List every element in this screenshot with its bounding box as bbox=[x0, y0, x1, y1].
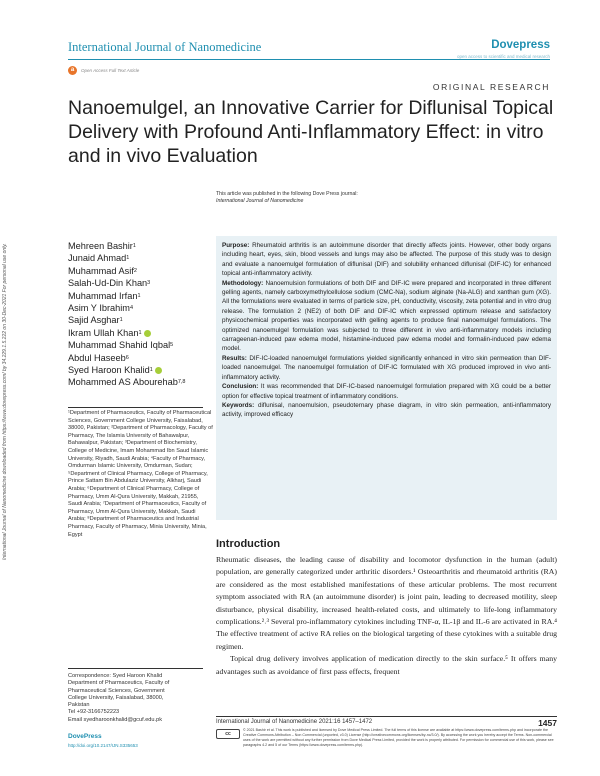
author-name bbox=[68, 376, 218, 388]
author-affiliation-ref: 1 bbox=[132, 243, 136, 249]
author-name bbox=[68, 352, 218, 364]
affiliations: ¹Department of Pharmaceutics, Faculty of Pharmaceutical Sciences, Government College University, Faisalabad, 38000, Pakistan; ²Department of Pharmacology, Faculty of Pharmacy, The Islamia University of Bahawalpur, Bahawalpur, Pakistan; ³Department of Biochemistry, College of Medicine, Imam Mohammad Ibn Saud Islamic University, Riyadh, Saudi Arabia; ⁴Faculty of Pharmacy, Omdurman Islamic University, Omdurman, Sudan; ⁵Department of Clinical Pharmacy, College of Pharmacy, Prince Sattam Bin Abdulaziz University, Alkharj, Saudi Arabia; ⁶Department of Clinical Pharmacy, College of Pharmacy, Umm Al-Qura University, Makkah, 21955, Saudi Arabia; ⁷Department of Pharmaceutics, Faculty of Pharmacy, Umm Al-Qura University, Makkah, Saudi Arabia; ⁸Department of Pharmaceutics and Industrial Pharmacy, Faculty of Pharmacy, Minia University, Minia, Egypt bbox=[68, 410, 213, 538]
author-affiliation-ref: 5 bbox=[170, 342, 174, 349]
author-text: Abdul Haseeb bbox=[68, 352, 126, 363]
page-number: 1457 bbox=[538, 718, 557, 728]
correspondence-line: Tel +92-3166752223 bbox=[68, 709, 120, 716]
author-list bbox=[68, 240, 218, 389]
footer-rule bbox=[216, 716, 557, 717]
correspondence-line: Pakistan bbox=[68, 702, 90, 709]
author-text: Ikram Ullah Khan bbox=[68, 327, 139, 338]
author-text: Mohammed AS Abourehab bbox=[68, 377, 178, 388]
abstract-label: Keywords: bbox=[222, 401, 255, 409]
author-name bbox=[68, 314, 218, 326]
author-text: Junaid Ahmad bbox=[68, 253, 127, 264]
intro-paragraph: Topical drug delivery involves application of medication directly to the skin surface.⁵ It offers many advantages such as avoidance of first pass effects, frequent bbox=[216, 654, 557, 676]
publisher-logo[interactable]: Dovepress bbox=[491, 39, 550, 51]
author-affiliation-ref: 1 bbox=[138, 329, 142, 336]
abstract-label: Purpose: bbox=[222, 242, 250, 249]
abstract-text: diflunisal, nanoemulsion, pseudoternary phase diagram, in vitro skin permeation, anti-inflammatory activity, improved efficacy bbox=[222, 401, 551, 419]
author-affiliation-ref: 1 bbox=[126, 255, 130, 262]
author-name bbox=[68, 240, 218, 252]
correspondence-line: Department of Pharmaceutics, Faculty of bbox=[68, 680, 170, 687]
publication-note-line: This article was published in the following Dove Press journal: bbox=[216, 191, 358, 197]
author-name bbox=[68, 252, 218, 264]
publication-note-journal[interactable]: International Journal of Nanomedicine bbox=[216, 198, 304, 204]
publisher-tagline: open access to scientific and medical research bbox=[456, 54, 550, 59]
author-affiliation-ref: 7,8 bbox=[177, 379, 186, 386]
author-name bbox=[68, 302, 218, 314]
creative-commons-icon[interactable]: cc bbox=[216, 729, 240, 739]
open-access-label: Open Access Full Text Article bbox=[81, 68, 140, 73]
intro-paragraph: Rheumatic diseases, the leading cause of disability and locomotor dysfunction in the human (adult) population, are generally categorized under arthritic disorders.¹ Osteoarthritis and rheumatoid arthritis (RA) are considered as the most established manifestations of these articular problems. The most recurrent symptom associated with RA (an autoimmune disorder) is joint pain, leading to decreased motility, sleep disturbance, physical disability, increased health-related costs, and ultimately to life-long inflammatory complications.²˒³ Several pro-inflammatory cytokines including TNF-α, IL-1β and IL-6 are activated in RA.⁴ The effective treatment of active RA relies on the biological targeting of these cytokines with a suitable drug regimen. bbox=[216, 555, 557, 651]
author-text: Muhammad Irfan bbox=[68, 290, 138, 301]
author-affiliation-ref: 3 bbox=[147, 280, 151, 287]
author-affiliation-ref: 1 bbox=[137, 292, 141, 299]
introduction-heading: Introduction bbox=[216, 538, 281, 550]
author-affiliation-ref: 2 bbox=[133, 267, 137, 274]
correspondence-line: Correspondence: Syed Haroon Khalid bbox=[68, 673, 163, 679]
abstract-text: Nanoemulsion formulations of both DIF and DIF-IC were prepared and incorporated in three different gelling agents, namely carboxymethylcellulose sodium (CMC-Na), sodium alginate (Na-ALG) and xanthan gum (XG). All the formulations were evaluated in terms of particle size, pH, conductivity, viscosity, zeta potential and in vitro drug release. The formulation 2 (NE2) of both DIF and DIF-IC which expressed optimum release and satisfactory physicochemical properties was incorporated with gelling agents to produce final nanoemulgel formulations. The optimized nanoemulgel formulation was subjected to three different in vivo anti-inflammatory models including carrageenan-induced paw edema model, histamine-induced paw edema model and formalin-induced paw edema model. bbox=[222, 279, 551, 353]
footer-citation: International Journal of Nanomedicine 2021:16 1457–1472 bbox=[216, 719, 373, 725]
author-name bbox=[68, 277, 218, 289]
correspondence bbox=[68, 673, 213, 724]
author-text: Muhammad Shahid Iqbal bbox=[68, 340, 171, 351]
abstract-paragraph bbox=[222, 279, 551, 354]
author-text: Syed Haroon Khalid bbox=[68, 365, 150, 376]
author-name bbox=[68, 364, 218, 376]
abstract-paragraph bbox=[222, 354, 551, 382]
abstract-label: Methodology: bbox=[222, 279, 264, 287]
article-type-label: ORIGINAL RESEARCH bbox=[432, 82, 550, 92]
author-name bbox=[68, 290, 218, 302]
orcid-icon[interactable] bbox=[144, 330, 151, 337]
abstract-paragraph bbox=[222, 241, 551, 279]
orcid-icon[interactable] bbox=[155, 367, 162, 374]
author-name bbox=[68, 265, 218, 277]
introduction-body bbox=[216, 554, 557, 678]
header-rule bbox=[68, 59, 550, 60]
correspondence-email[interactable]: Email syedharoonkhalid@gcuf.edu.pk bbox=[68, 716, 162, 723]
license-text: © 2021 Bashir et al. This work is published and licensed by Dove Medical Press Limited. The full terms of this license are available at https://www.dovepress.com/terms.php and incorporate the Creative Commons Attribution – Non Commercial (unported, v3.0) License (http://creativecommons.org/licenses/by-nc/3.0/). By accessing the work you hereby accept the Terms. Non-commercial uses of the work are permitted without any further permission from Dove Medical Press Limited, provided the work is properly attributed. For permission for commercial use of this work, please see paragraphs 4.2 and 5 of our Terms (https://www.dovepress.com/terms.php). bbox=[243, 728, 554, 747]
author-text: Asim Y Ibrahim bbox=[68, 303, 130, 314]
author-text: Sajid Asghar bbox=[68, 315, 120, 326]
download-side-note: International Journal of Nanomedicine downloaded from https://www.dovepress.com/ by 34.229.1.5.222 on 30-Dec-2021 For personal use only. bbox=[2, 243, 8, 560]
abstract-paragraph bbox=[222, 401, 551, 420]
affiliation-rule bbox=[68, 407, 203, 408]
author-affiliation-ref: 4 bbox=[129, 305, 134, 312]
abstract-paragraph bbox=[222, 382, 551, 401]
correspondence-rule bbox=[68, 668, 203, 669]
publication-note bbox=[216, 191, 358, 205]
doi-link[interactable]: http://doi.org/10.2147/IJN.S335653 bbox=[68, 743, 138, 748]
correspondence-line: Pharmaceutical Sciences, Government bbox=[68, 687, 165, 694]
abstract-text: Rheumatoid arthritis is an autoimmune disorder that directly affects joints. However, other body organs including heart, eyes, skin, blood vessels and lungs may also be affected. The purpose of this study was to design and evaluate a nanoemulgel formulation of diflunisal (DIF) and solubility enhanced diflunisal (DIF-IC) for enhanced topical anti-inflammatory activity. bbox=[222, 242, 551, 278]
abstract-text: It was recommended that DIF-IC-based nanoemulgel formulation prepared with XG could be a better option for effective topical treatment of inflammatory conditions. bbox=[222, 383, 551, 400]
open-access-icon: a bbox=[68, 66, 77, 75]
open-access-badge bbox=[68, 66, 139, 75]
author-affiliation-ref: 6 bbox=[125, 354, 129, 361]
journal-name[interactable]: International Journal of Nanomedicine bbox=[68, 40, 262, 54]
abstract-text: DIF-IC-loaded nanoemulgel formulations yielded significantly enhanced in vitro skin permeation than DIF-loaded nanoemulgel. The nanoemulgel formulation of DIF-IC formulated with XG produced improved in vivo anti-inflammatory activity. bbox=[222, 354, 551, 381]
author-text: Muhammad Asif bbox=[68, 265, 134, 276]
abstract-label: Results: bbox=[222, 354, 247, 362]
author-affiliation-ref: 1 bbox=[149, 367, 153, 374]
author-name bbox=[68, 339, 218, 351]
abstract bbox=[216, 236, 557, 520]
author-name bbox=[68, 327, 218, 339]
abstract-label: Conclusion: bbox=[222, 383, 259, 391]
author-affiliation-ref: 1 bbox=[119, 317, 123, 324]
footer-publisher-logo[interactable]: DovePress bbox=[68, 733, 102, 740]
correspondence-line: College University, Faisalabad, 38000, bbox=[68, 694, 164, 701]
author-text: Salah-Ud-Din Khan bbox=[68, 278, 148, 289]
article-title: Nanoemulgel, an Innovative Carrier for Diflunisal Topical Delivery with Profound Anti-Inflammatory Effect: in vitro and in vivo Evaluation bbox=[68, 97, 554, 167]
author-text: Mehreen Bashir bbox=[68, 241, 133, 251]
